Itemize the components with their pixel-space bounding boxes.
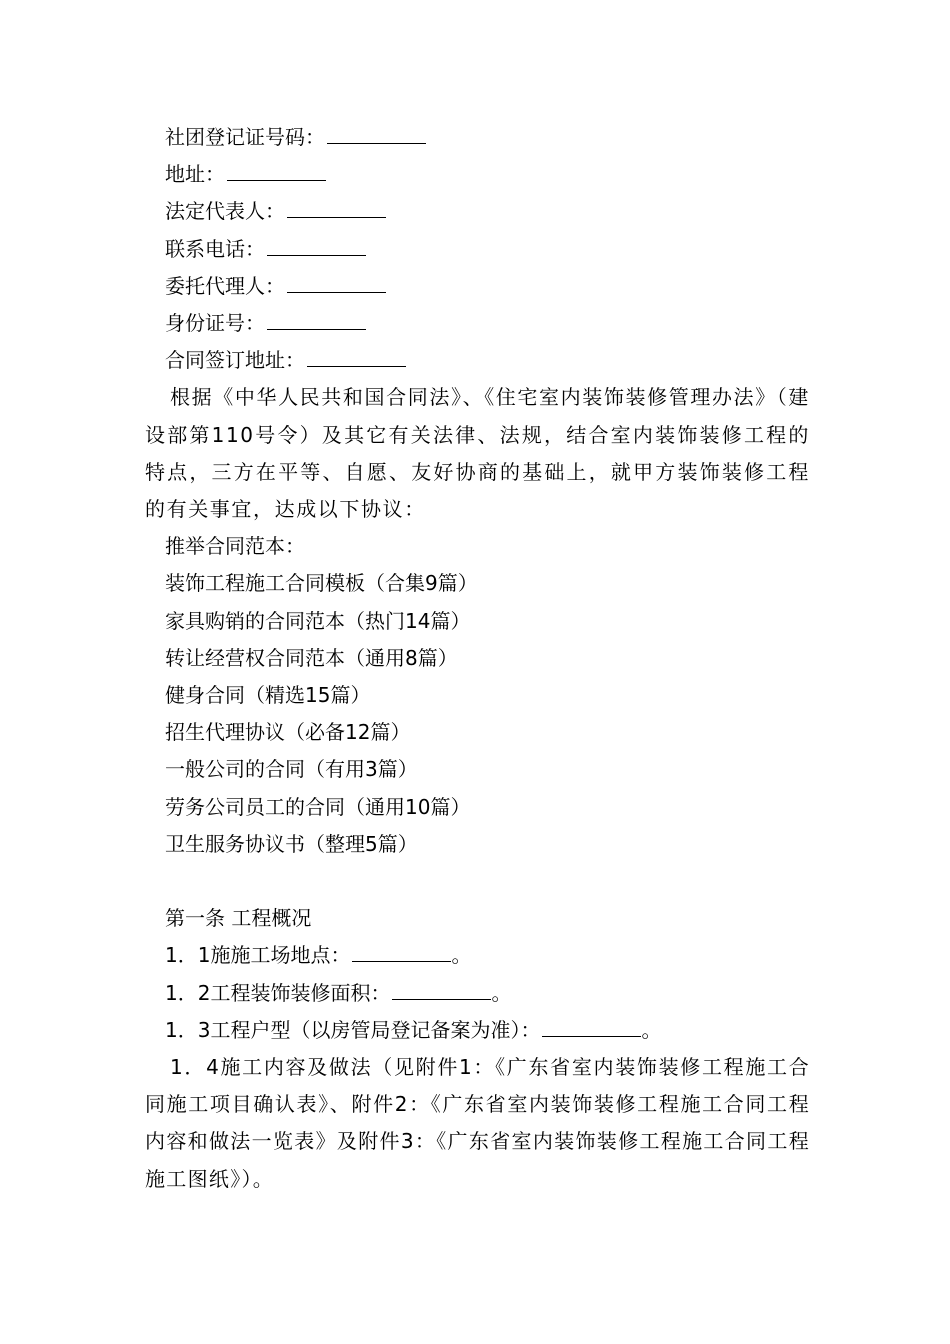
field-label: 社团登记证号码： — [165, 125, 325, 149]
field-label: 委托代理人： — [165, 273, 285, 298]
blank-underline — [327, 121, 426, 144]
item-label: 1．1施施工场地点： — [165, 943, 351, 968]
blank-underline — [352, 939, 451, 962]
blank-underline — [267, 307, 366, 330]
blank-underline — [267, 233, 366, 256]
field-label: 法定代表人： — [165, 199, 285, 224]
item-label: 1．3工程户型（以房管局登记备案为准）： — [165, 1017, 541, 1042]
document-body — [145, 119, 810, 1198]
recommend-item[interactable]: 劳务公司员工的合同（通用10篇） — [165, 794, 471, 819]
spacer — [145, 863, 810, 900]
article-title: 第一条 工程概况 — [165, 906, 312, 931]
blank-underline — [392, 977, 491, 1000]
field-agent — [145, 268, 810, 305]
recommend-item[interactable]: 转让经营权合同范本（通用8篇） — [165, 645, 458, 670]
field-legal-representative — [145, 193, 810, 230]
blank-underline — [287, 195, 386, 218]
recommend-item[interactable]: 装饰工程施工合同模板（合集9篇） — [165, 571, 478, 596]
field-signing-address — [145, 342, 810, 379]
article-item-area — [145, 975, 810, 1012]
article-item-layout — [145, 1012, 810, 1049]
blank-underline — [542, 1014, 641, 1037]
recommend-item[interactable]: 卫生服务协议书（整理5篇） — [165, 831, 418, 856]
article-item-scope: 1．4施工内容及做法（见附件1：《广东省室内装饰装修工程施工合同施工项目确认表》、附件2：《广东省室内装饰装修工程施工合同工程内容和做法一览表》及附件3：《广东省室内装饰装修工程施工合同工程施工图纸》）。 — [145, 1055, 810, 1191]
blank-underline — [307, 344, 406, 367]
item-suffix: 。 — [641, 1017, 662, 1042]
field-id-number — [145, 305, 810, 342]
item-label: 1．2工程装饰装修面积： — [165, 980, 391, 1005]
recommend-item[interactable]: 一般公司的合同（有用3篇） — [165, 757, 418, 782]
recommend-item[interactable]: 家具购销的合同范本（热门14篇） — [165, 608, 471, 633]
intro-paragraph: 根据《中华人民共和国合同法》、《住宅室内装饰装修管理办法》（建设部第110号令）及其它有关法律、法规，结合室内装饰装修工程的特点，三方在平等、自愿、友好协商的基础上，就甲方装饰装修工程的有关事宜，达成以下协议： — [145, 385, 810, 522]
recommend-item[interactable]: 招生代理协议（必备12篇） — [165, 720, 411, 745]
field-label: 合同签订地址： — [165, 348, 305, 373]
recommend-title: 推举合同范本： — [165, 534, 305, 559]
field-label: 身份证号： — [165, 311, 265, 336]
blank-underline — [287, 270, 386, 293]
field-registration-number — [145, 119, 810, 156]
item-suffix: 。 — [491, 980, 512, 1005]
field-label: 联系电话： — [165, 236, 265, 261]
field-label: 地址： — [165, 162, 225, 187]
field-phone — [145, 231, 810, 268]
blank-underline — [227, 158, 326, 181]
article-item-site — [145, 937, 810, 974]
item-suffix: 。 — [451, 943, 472, 968]
recommend-item[interactable]: 健身合同（精选15篇） — [165, 683, 371, 708]
field-address — [145, 156, 810, 193]
